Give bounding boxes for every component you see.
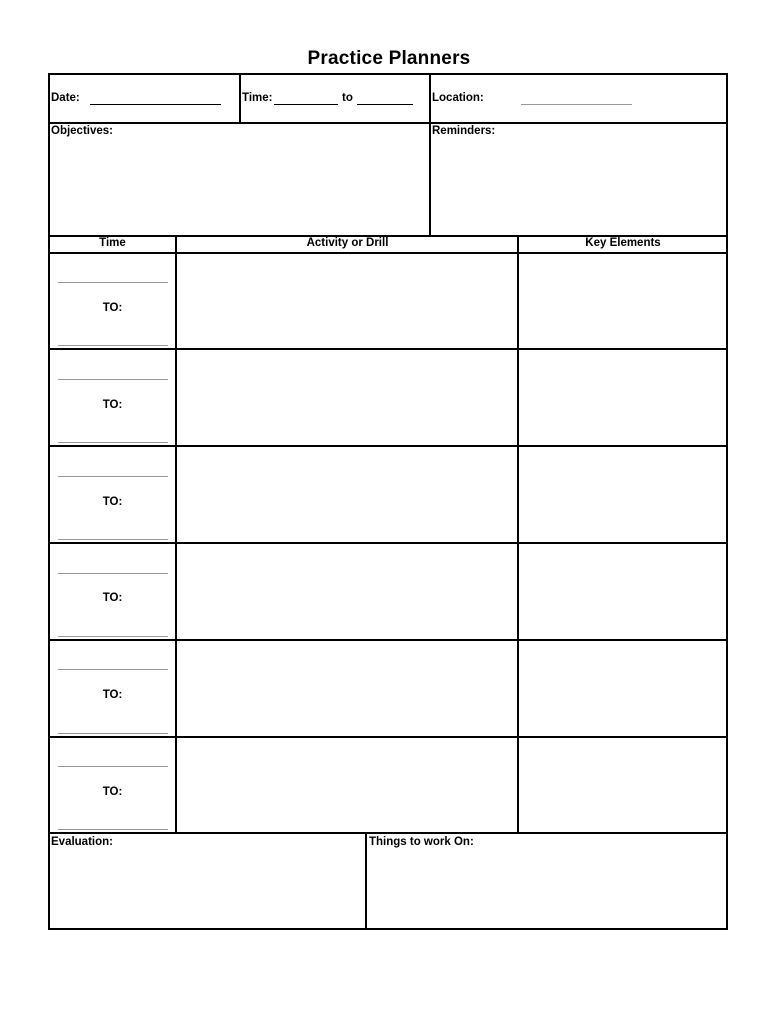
header-row-divider xyxy=(48,122,728,124)
evaluation-label: Evaluation: xyxy=(51,836,113,848)
start-time-field[interactable] xyxy=(58,573,168,574)
header-divider-2 xyxy=(429,73,431,236)
column-header-time: Time xyxy=(99,237,126,249)
to-label: TO: xyxy=(102,496,123,508)
end-time-field[interactable] xyxy=(58,829,168,830)
end-time-field[interactable] xyxy=(58,442,168,443)
date-label: Date: xyxy=(51,92,80,104)
start-time-field[interactable] xyxy=(58,766,168,767)
location-field[interactable] xyxy=(521,104,632,105)
objectives-label: Objectives: xyxy=(51,125,113,137)
row-divider xyxy=(48,542,728,544)
activity-column-divider xyxy=(517,235,519,833)
time-label: Time: xyxy=(242,92,273,104)
end-time-field[interactable] xyxy=(58,636,168,637)
column-header-key-elements: Key Elements xyxy=(585,237,661,249)
end-time-field[interactable] xyxy=(58,345,168,346)
time-end-field[interactable] xyxy=(357,104,413,105)
row-divider xyxy=(48,445,728,447)
evaluation-divider xyxy=(365,832,367,930)
date-field[interactable] xyxy=(90,104,221,105)
header-divider-1 xyxy=(239,73,241,123)
location-label: Location: xyxy=(432,92,484,104)
column-header-activity: Activity or Drill xyxy=(306,237,389,249)
to-label: TO: xyxy=(102,786,123,798)
time-column-divider xyxy=(175,235,177,833)
page-title: Practice Planners xyxy=(307,48,471,69)
start-time-field[interactable] xyxy=(58,476,168,477)
end-time-field[interactable] xyxy=(58,733,168,734)
things-to-work-on-label: Things to work On: xyxy=(369,836,474,848)
start-time-field[interactable] xyxy=(58,282,168,283)
start-time-field[interactable] xyxy=(58,669,168,670)
row-divider xyxy=(48,639,728,641)
start-time-field[interactable] xyxy=(58,379,168,380)
reminders-label: Reminders: xyxy=(432,125,496,137)
to-label: TO: xyxy=(102,302,123,314)
row-divider xyxy=(48,348,728,350)
row-divider xyxy=(48,736,728,738)
end-time-field[interactable] xyxy=(58,539,168,540)
time-start-field[interactable] xyxy=(274,104,338,105)
to-label: TO: xyxy=(102,592,123,604)
time-to-label: to xyxy=(342,92,353,104)
to-label: TO: xyxy=(102,399,123,411)
to-label: TO: xyxy=(102,689,123,701)
table-header-bottom-line xyxy=(48,252,728,254)
table-bottom-line xyxy=(48,832,728,834)
